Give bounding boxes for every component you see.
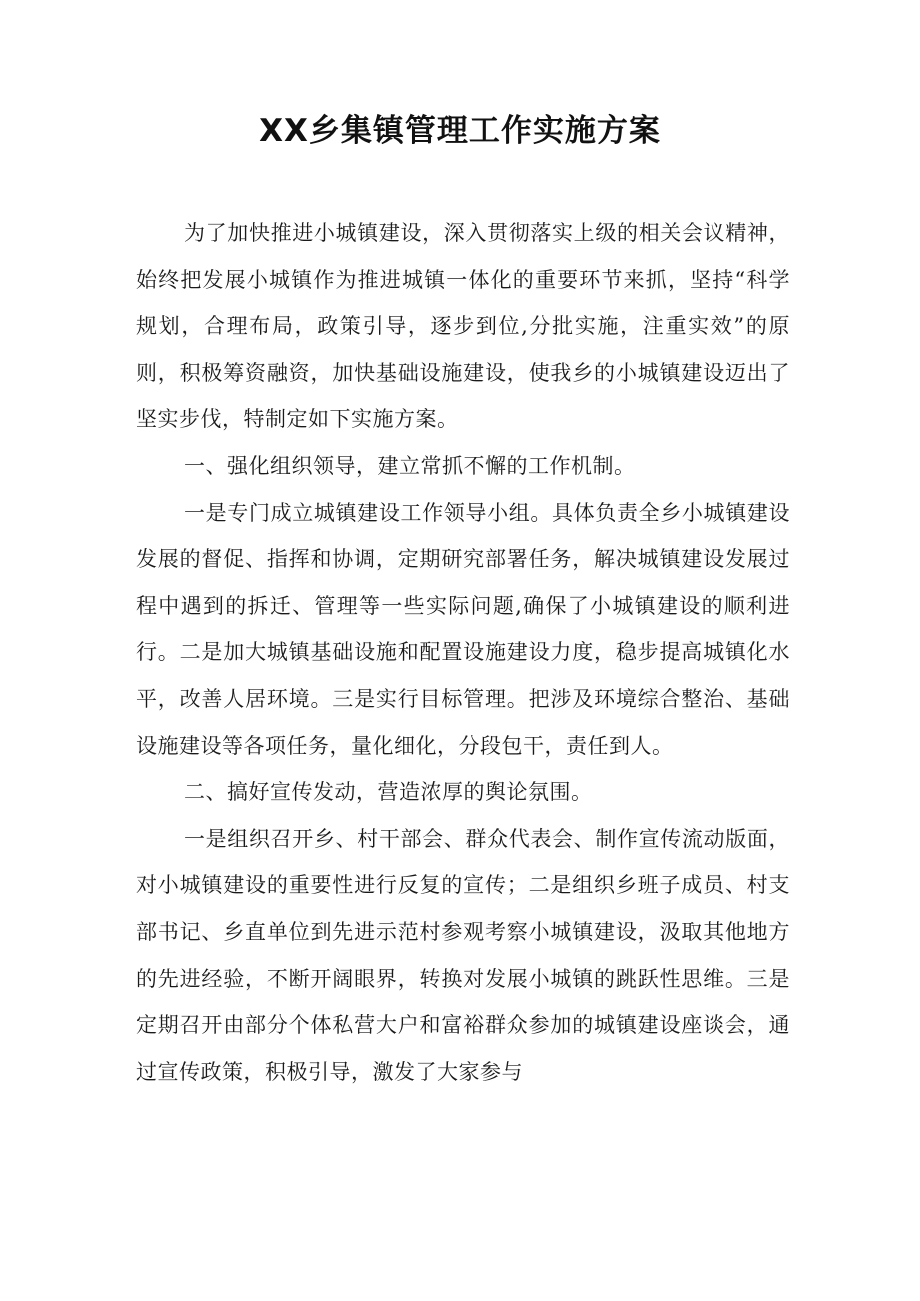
document-title: XX乡集镇管理工作实施方案 (259, 113, 661, 149)
section-heading-1: 一、强化组织领导，建立常抓不懈的工作机制。 (184, 453, 636, 478)
section-heading-2: 二、搞好宣传发动，营造浓厚的舆论氛围。 (184, 780, 593, 805)
paragraph-section-1: 一是专门成立城镇建设工作领导小组。具体负责全乡小城镇建设发展的督促、指挥和协调，定期研究部署任务，解决城镇建设发展过程中遇到的拆迁、管理等一些实际问题,确保了小城镇建设的顺利进行。二是加大城镇基础设施和配置设施建设力度，稳步提高城镇化水平，改善人居环境。三是实行目标管理。把涉及环境综合整治、基础设施建设等各项任务，量化细化，分段包干，责任到人。 (136, 500, 790, 758)
paragraph-section-2: 一是组织召开乡、村干部会、群众代表会、制作宣传流动版面，对小城镇建设的重要性进行反复的宣传；二是组织乡班子成员、村支部书记、乡直单位到先进示范村参观考察小城镇建设，汲取其他地方的先进经验，不断开阔眼界，转换对发展小城镇的跳跃性思维。三是定期召开由部分个体私营大户和富裕群众参加的城镇建设座谈会，通过宣传政策，积极引导，激发了大家参与 (136, 826, 790, 1084)
paragraph-intro: 为了加快推进小城镇建设，深入贯彻落实上级的相关会议精神，始终把发展小城镇作为推进城镇一体化的重要环节来抓，坚持“科学规划，合理布局，政策引导，逐步到位,分批实施，注重实效”的原则，积极筹资融资，加快基础设施建设，使我乡的小城镇建设迈出了坚实步伐，特制定如下实施方案。 (136, 221, 790, 432)
document-body (136, 210, 790, 1095)
